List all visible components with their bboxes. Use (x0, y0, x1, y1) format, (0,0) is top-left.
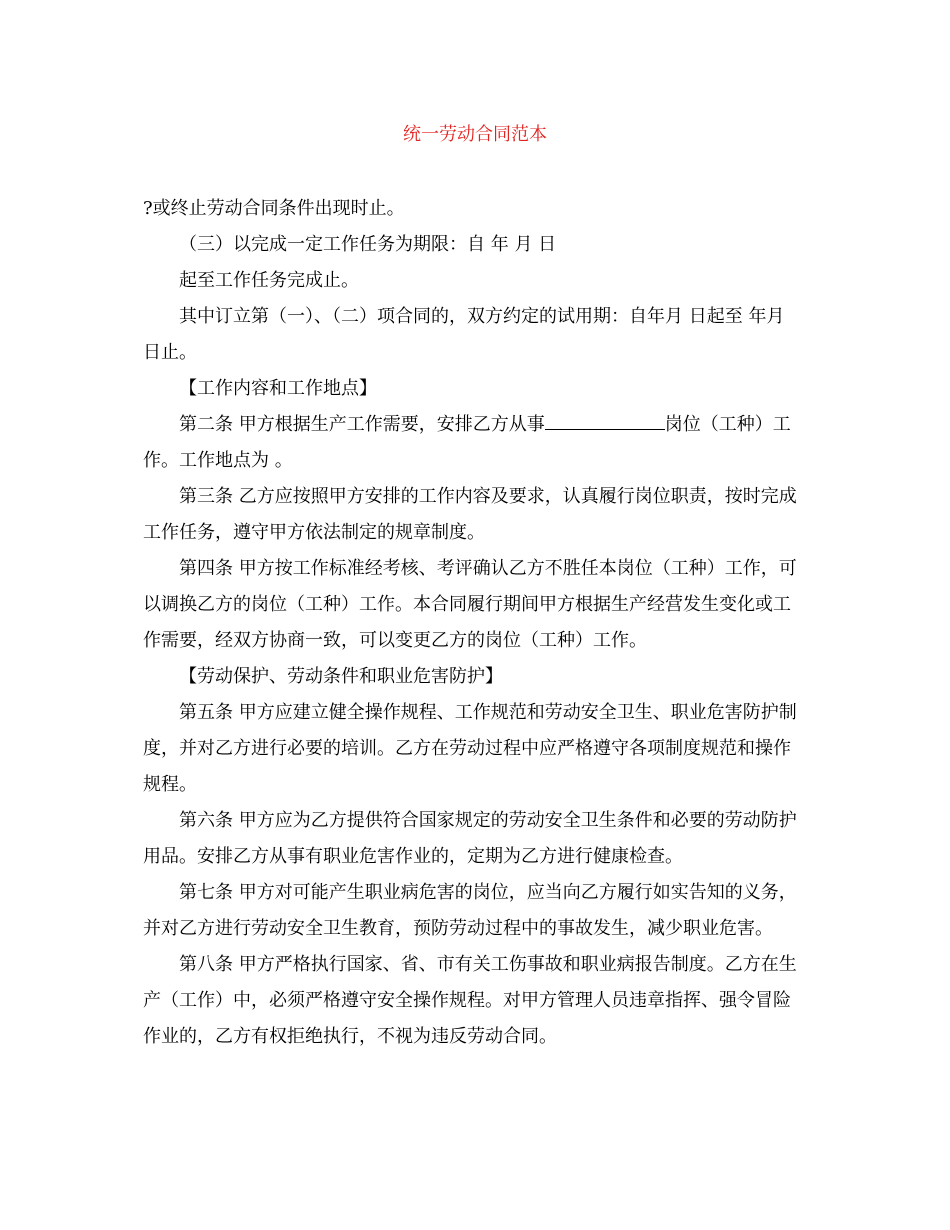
document-title: 统一劳动合同范本 (403, 124, 547, 145)
paragraph-termination-condition: ?或终止劳动合同条件出现时止。 (143, 198, 405, 219)
paragraph-article-4: 第四条 甲方按工作标准经考核、考评确认乙方不胜任本岗位（工种）工作，可以调换乙方的岗位（工种）工作。本合同履行期间甲方根据生产经营发生变化或工作需要，经双方协商一致，可以变更乙方的岗位（工种）工作。 (143, 558, 797, 651)
section-heading-work-content: 【工作内容和工作地点】 (179, 378, 377, 399)
paragraph-article-2 (143, 407, 807, 479)
article-2-text-after: 岗位（工种）工作。工作地点为 。 (143, 414, 791, 471)
paragraph-article-3: 第三条 乙方应按照甲方安排的工作内容及要求，认真履行岗位职责，按时完成工作任务，遵守甲方依法制定的规章制度。 (143, 486, 797, 543)
paragraph-task-term: （三）以完成一定工作任务为期限：自 年 月 日 (179, 234, 557, 255)
paragraph-article-8: 第八条 甲方严格执行国家、省、市有关工伤事故和职业病报告制度。乙方在生产（工作）中，必须严格遵守安全操作规程。对甲方管理人员违章指挥、强令冒险作业的，乙方有权拒绝执行，不视为违反劳动合同。 (143, 954, 797, 1047)
paragraph-task-completion: 起至工作任务完成止。 (179, 270, 359, 291)
paragraph-article-5: 第五条 甲方应建立健全操作规程、工作规范和劳动安全卫生、职业危害防护制度，并对乙方进行必要的培训。乙方在劳动过程中应严格遵守各项制度规范和操作规程。 (143, 702, 797, 795)
paragraph-article-7: 第七条 甲方对可能产生职业病危害的岗位，应当向乙方履行如实告知的义务，并对乙方进行劳动安全卫生教育，预防劳动过程中的事故发生，减少职业危害。 (143, 882, 797, 939)
paragraph-article-6: 第六条 甲方应为乙方提供符合国家规定的劳动安全卫生条件和必要的劳动防护用品。安排乙方从事有职业危害作业的，定期为乙方进行健康检查。 (143, 810, 797, 867)
document-body (143, 191, 807, 1055)
section-heading-labor-protection: 【劳动保护、劳动条件和职业危害防护】 (179, 666, 503, 687)
paragraph-probation: 其中订立第（一）、（二）项合同的，双方约定的试用期：自年月 日起至 年月 日止。 (143, 306, 785, 363)
position-blank-line (545, 409, 665, 430)
article-2-text-before: 第二条 甲方根据生产工作需要，安排乙方从事 (179, 414, 545, 435)
